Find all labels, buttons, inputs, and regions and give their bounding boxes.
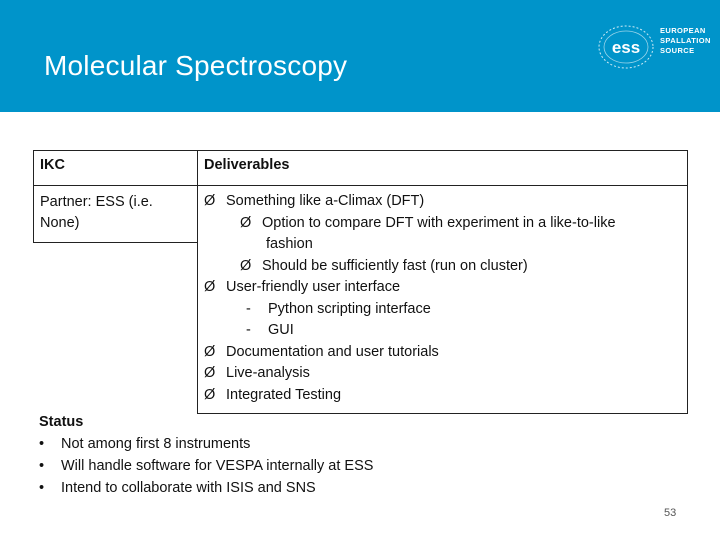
list-item-text: User-friendly user interface xyxy=(226,279,401,295)
list-item xyxy=(39,477,373,499)
ikc-table xyxy=(33,150,688,414)
slide-title: Molecular Spectroscopy xyxy=(44,50,348,81)
list-item-text: Option to compare DFT with experiment in a like-to-like xyxy=(262,214,616,231)
list-item xyxy=(204,320,687,342)
partner-text: None) xyxy=(40,215,80,231)
status-section xyxy=(39,411,373,499)
page-number: 53 xyxy=(664,507,677,519)
status-heading: Status xyxy=(39,414,84,430)
list-item-text: Will handle software for VESPA internally at ESS xyxy=(61,458,374,474)
table-row xyxy=(34,186,688,243)
arrow-bullet-icon: Ø xyxy=(204,343,216,360)
list-item-text: Intend to collaborate with ISIS and SNS xyxy=(61,480,316,496)
empty-cell xyxy=(34,243,198,414)
list-item-text: Not among first 8 instruments xyxy=(61,436,251,452)
bullet-icon: • xyxy=(39,436,45,452)
logo-mark-text: ess xyxy=(611,38,641,57)
dash-bullet-icon: - xyxy=(246,322,251,338)
list-item xyxy=(204,213,687,235)
list-item-text: GUI xyxy=(268,322,294,338)
list-item xyxy=(204,256,687,278)
logo-line: EUROPEAN xyxy=(660,26,706,35)
arrow-bullet-icon: Ø xyxy=(204,365,216,381)
list-item-text: Live-analysis xyxy=(226,365,310,381)
list-item xyxy=(204,191,687,213)
list-item-text: Python scripting interface xyxy=(268,300,431,317)
logo-line: SOURCE xyxy=(660,46,695,55)
list-item xyxy=(204,363,687,385)
list-item-text: Something like a-Climax (DFT) xyxy=(226,193,425,209)
bullet-icon: • xyxy=(39,458,45,474)
deliverables-cell xyxy=(198,186,688,414)
list-item-text: Integrated Testing xyxy=(226,386,342,403)
header-ikc: IKC xyxy=(34,151,198,186)
list-item xyxy=(204,385,687,407)
ess-logo-mark xyxy=(596,22,658,72)
list-item xyxy=(39,433,373,455)
arrow-bullet-icon: Ø xyxy=(204,279,216,295)
arrow-bullet-icon: Ø xyxy=(204,386,216,403)
bullet-icon: • xyxy=(39,480,45,496)
title-banner xyxy=(0,0,720,112)
list-item xyxy=(204,342,687,364)
partner-text: Partner: ESS (i.e. xyxy=(40,194,153,210)
list-item-text: fashion xyxy=(266,236,313,252)
partner-cell xyxy=(34,186,198,243)
dash-bullet-icon: - xyxy=(246,300,251,317)
list-item-continuation xyxy=(204,234,687,256)
ess-logo xyxy=(596,22,712,72)
logo-line: SPALLATION xyxy=(660,36,711,45)
arrow-bullet-icon: Ø xyxy=(204,193,216,209)
arrow-bullet-icon: Ø xyxy=(240,257,252,274)
list-item xyxy=(204,299,687,321)
table-header-row xyxy=(34,151,688,186)
list-item-text: Documentation and user tutorials xyxy=(226,343,439,360)
list-item xyxy=(204,277,687,299)
header-deliverables: Deliverables xyxy=(198,151,688,186)
logo-text xyxy=(660,26,711,56)
list-item xyxy=(39,455,373,477)
arrow-bullet-icon: Ø xyxy=(240,214,252,231)
list-item-text: Should be sufficiently fast (run on cluster) xyxy=(262,257,528,274)
